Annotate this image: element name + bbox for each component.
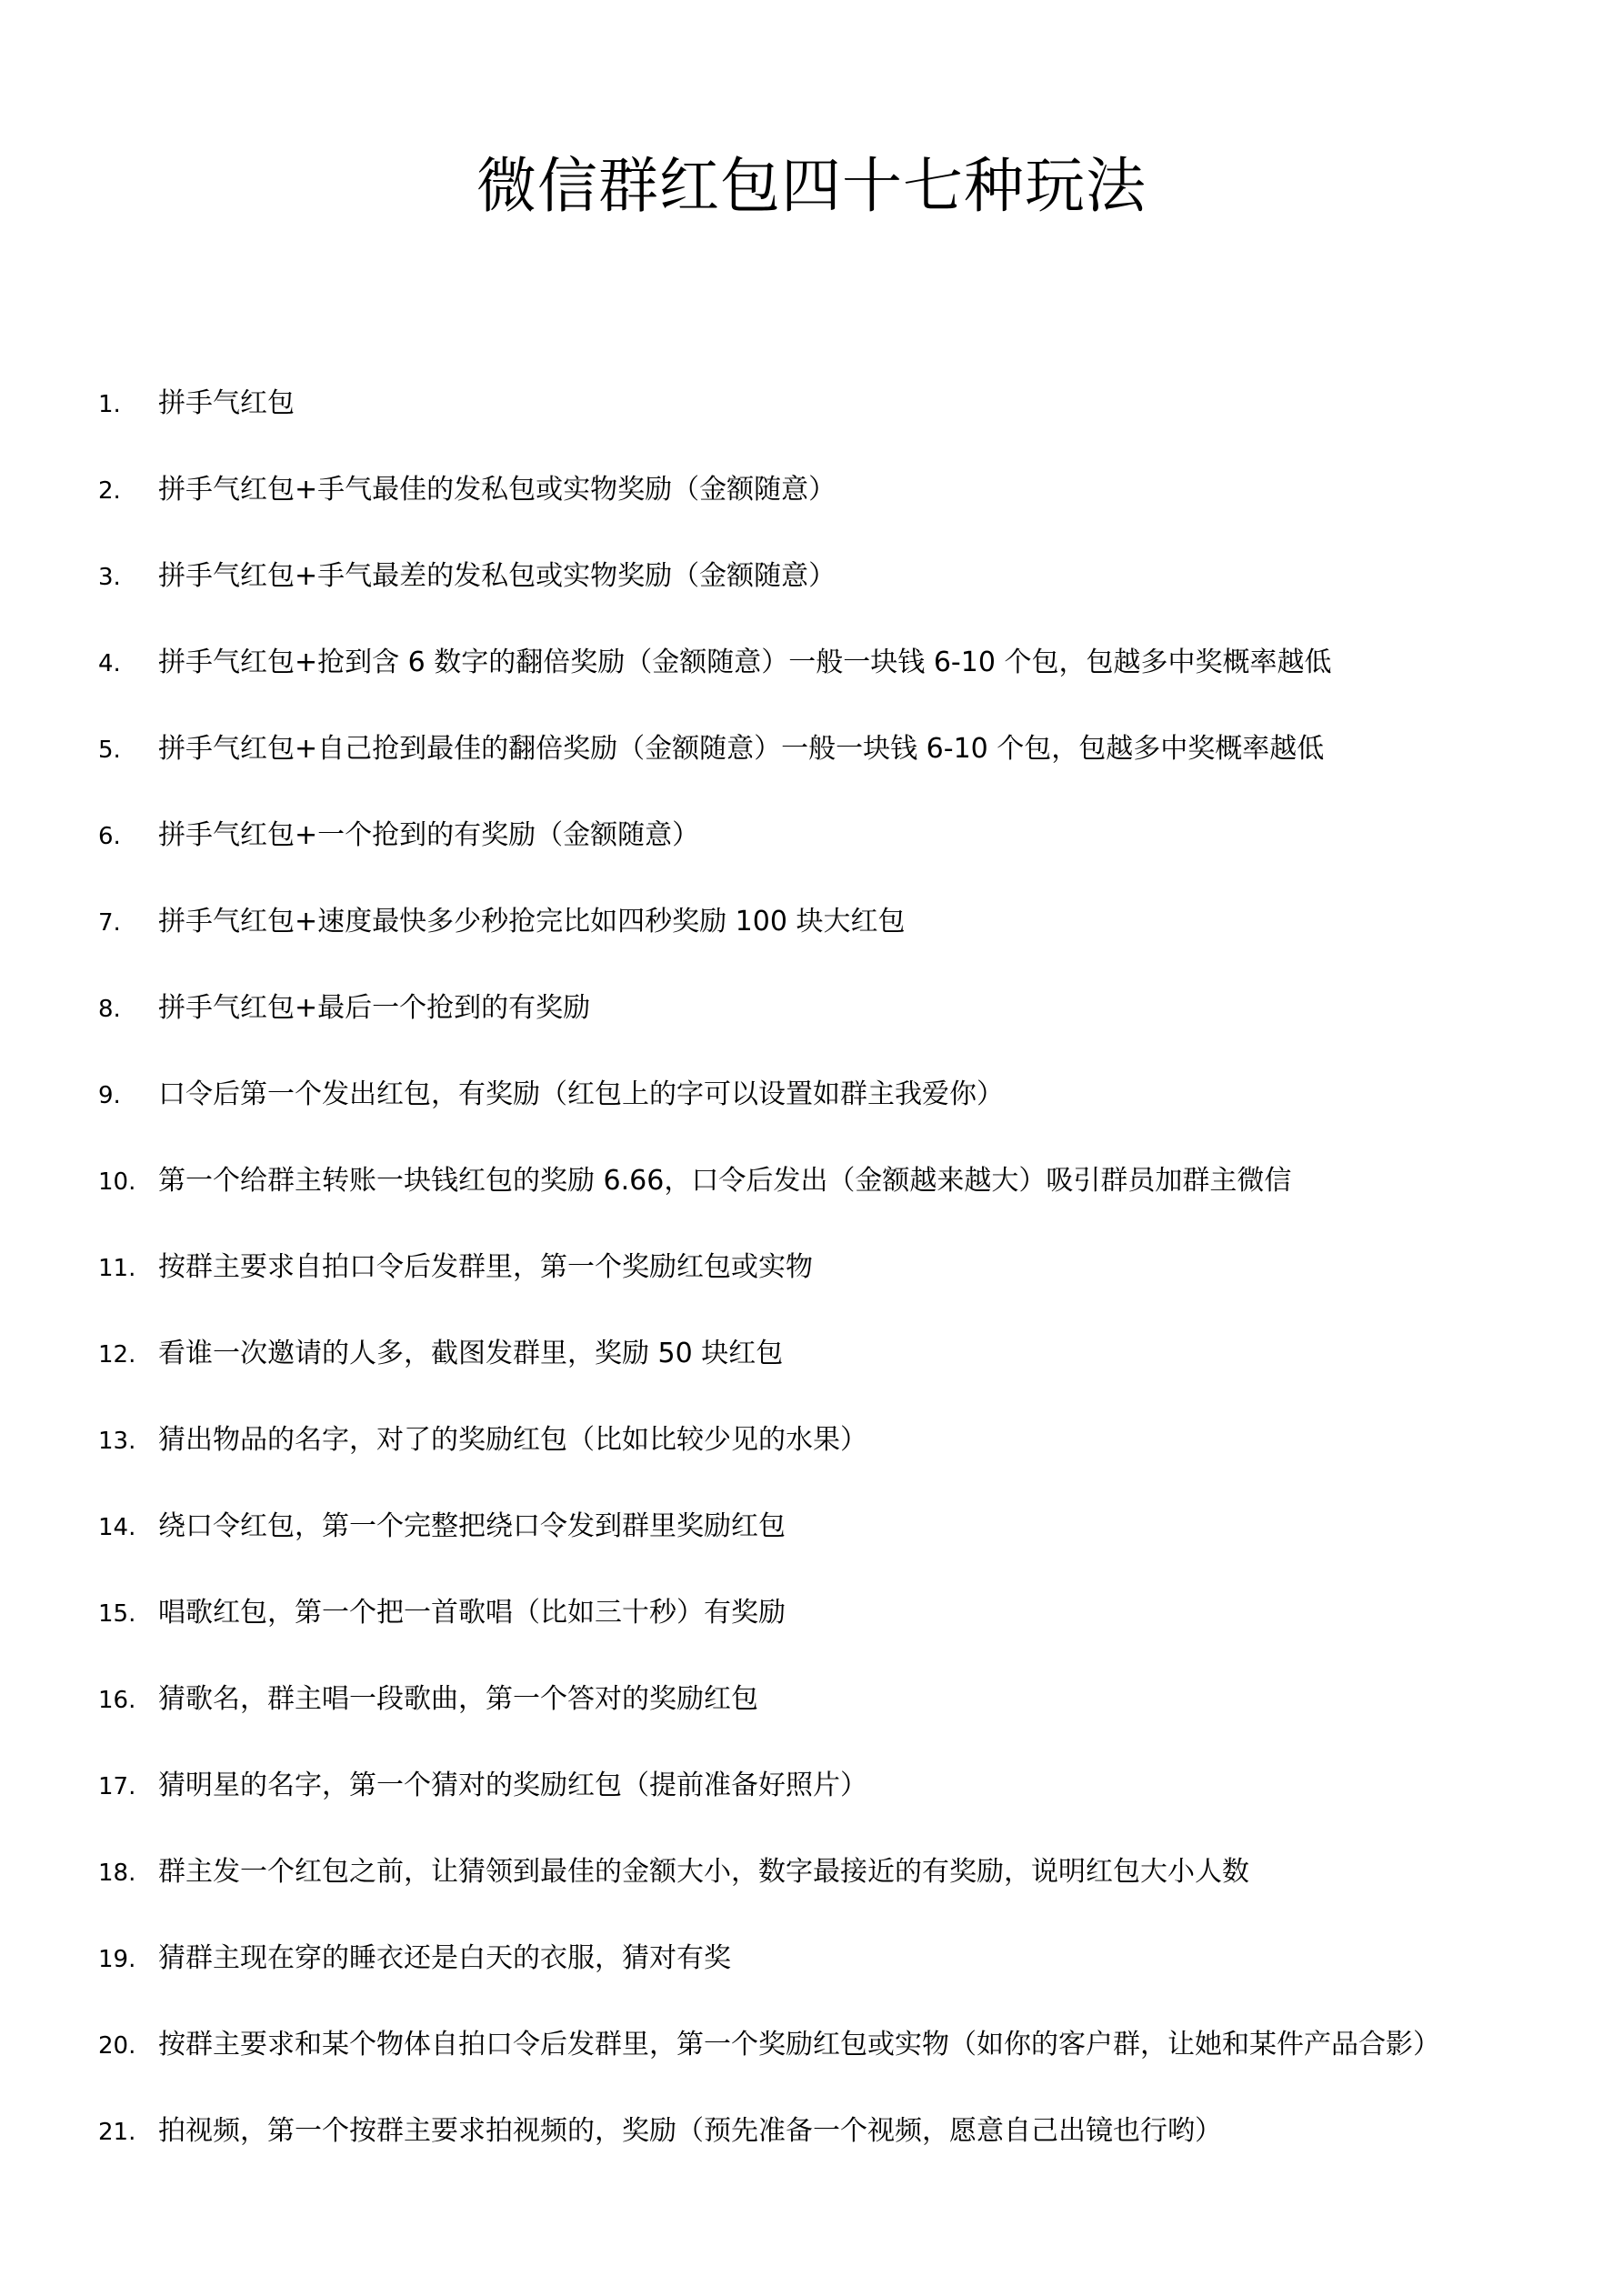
- list-item-text: 绕口令红包，第一个完整把绕口令发到群里奖励红包: [158, 1510, 786, 1542]
- list-item-text: 拼手气红包+手气最差的发私包或实物奖励（金额随意）: [158, 560, 837, 592]
- list-item: [0, 1750, 1623, 1837]
- list-item-number: 21.: [98, 2119, 136, 2146]
- item-list: [0, 368, 1623, 2182]
- list-item-number: 2.: [98, 477, 121, 505]
- list-item-number: 4.: [98, 650, 121, 677]
- list-item-number: 9.: [98, 1082, 121, 1109]
- list-item-text: 按群主要求和某个物体自拍口令后发群里，第一个奖励红包或实物（如你的客户群，让她和某件产品合影）: [158, 2029, 1440, 2060]
- list-item-text: 猜出物品的名字，对了的奖励红包（比如比较少见的水果）: [158, 1424, 867, 1456]
- list-item: [0, 1491, 1623, 1578]
- list-item: [0, 973, 1623, 1059]
- list-item: [0, 1923, 1623, 2010]
- list-item: [0, 714, 1623, 800]
- list-item-text: 拼手气红包+速度最快多少秒抢完比如四秒奖励 100 块大红包: [158, 906, 906, 937]
- list-item-number: 7.: [98, 909, 121, 937]
- list-item-number: 13.: [98, 1428, 136, 1455]
- list-item-number: 19.: [98, 1946, 136, 1973]
- list-item-text: 拍视频，第一个按群主要求拍视频的，奖励（预先准备一个视频，愿意自己出镜也行哟）: [158, 2115, 1222, 2147]
- list-item: [0, 887, 1623, 973]
- list-item-number: 18.: [98, 1860, 136, 1887]
- list-item-number: 5.: [98, 737, 121, 764]
- list-item: [0, 368, 1623, 455]
- list-item: [0, 2096, 1623, 2182]
- list-item-number: 11.: [98, 1255, 136, 1282]
- list-item-number: 8.: [98, 996, 121, 1023]
- list-item-text: 猜群主现在穿的睡衣还是白天的衣服，猜对有奖: [158, 1942, 731, 1974]
- list-item-text: 拼手气红包+最后一个抢到的有奖励: [158, 992, 591, 1024]
- list-item: [0, 1232, 1623, 1318]
- list-item-number: 1.: [98, 391, 121, 418]
- list-item-number: 3.: [98, 564, 121, 591]
- list-item: [0, 2010, 1623, 2096]
- list-item: [0, 1405, 1623, 1491]
- list-item-text: 群主发一个红包之前，让猜领到最佳的金额大小，数字最接近的有奖励，说明红包大小人数: [158, 1856, 1249, 1888]
- list-item-text: 口令后第一个发出红包，有奖励（红包上的字可以设置如群主我爱你）: [158, 1078, 1004, 1110]
- list-item: [0, 627, 1623, 714]
- list-item-number: 16.: [98, 1687, 136, 1714]
- list-item: [0, 541, 1623, 627]
- list-item-text: 按群主要求自拍口令后发群里，第一个奖励红包或实物: [158, 1251, 813, 1283]
- list-item-number: 10.: [98, 1168, 136, 1196]
- list-item-number: 15.: [98, 1600, 136, 1628]
- page-title: 微信群红包四十七种玩法: [476, 151, 1147, 221]
- list-item-text: 拼手气红包+自己抢到最佳的翻倍奖励（金额随意）一般一块钱 6-10 个包，包越多中奖概率越低: [158, 733, 1325, 765]
- list-item-text: 拼手气红包+一个抢到的有奖励（金额随意）: [158, 819, 700, 851]
- list-item-text: 拼手气红包+手气最佳的发私包或实物奖励（金额随意）: [158, 474, 837, 506]
- list-item: [0, 1837, 1623, 1923]
- list-item-number: 17.: [98, 1773, 136, 1800]
- list-item-number: 20.: [98, 2032, 136, 2060]
- list-item: [0, 1146, 1623, 1232]
- list-item-text: 拼手气红包+抢到含 6 数字的翻倍奖励（金额随意）一般一块钱 6-10 个包，包越多中奖概率越低: [158, 647, 1332, 678]
- list-item: [0, 1059, 1623, 1146]
- list-item-number: 14.: [98, 1514, 136, 1541]
- list-item: [0, 800, 1623, 887]
- list-item-text: 猜歌名，群主唱一段歌曲，第一个答对的奖励红包: [158, 1683, 758, 1715]
- list-item-number: 12.: [98, 1341, 136, 1369]
- list-item-text: 唱歌红包，第一个把一首歌唱（比如三十秒）有奖励: [158, 1597, 786, 1629]
- list-item: [0, 1664, 1623, 1750]
- list-item-text: 看谁一次邀请的人多，截图发群里，奖励 50 块红包: [158, 1338, 784, 1369]
- list-item-text: 第一个给群主转账一块钱红包的奖励 6.66，口令后发出（金额越来越大）吸引群员加群主微信: [158, 1165, 1292, 1197]
- list-item: [0, 1318, 1623, 1405]
- list-item: [0, 455, 1623, 541]
- list-item-text: 猜明星的名字，第一个猜对的奖励红包（提前准备好照片）: [158, 1770, 867, 1801]
- list-item: [0, 1578, 1623, 1664]
- list-item-number: 6.: [98, 823, 121, 850]
- list-item-text: 拼手气红包: [158, 387, 295, 419]
